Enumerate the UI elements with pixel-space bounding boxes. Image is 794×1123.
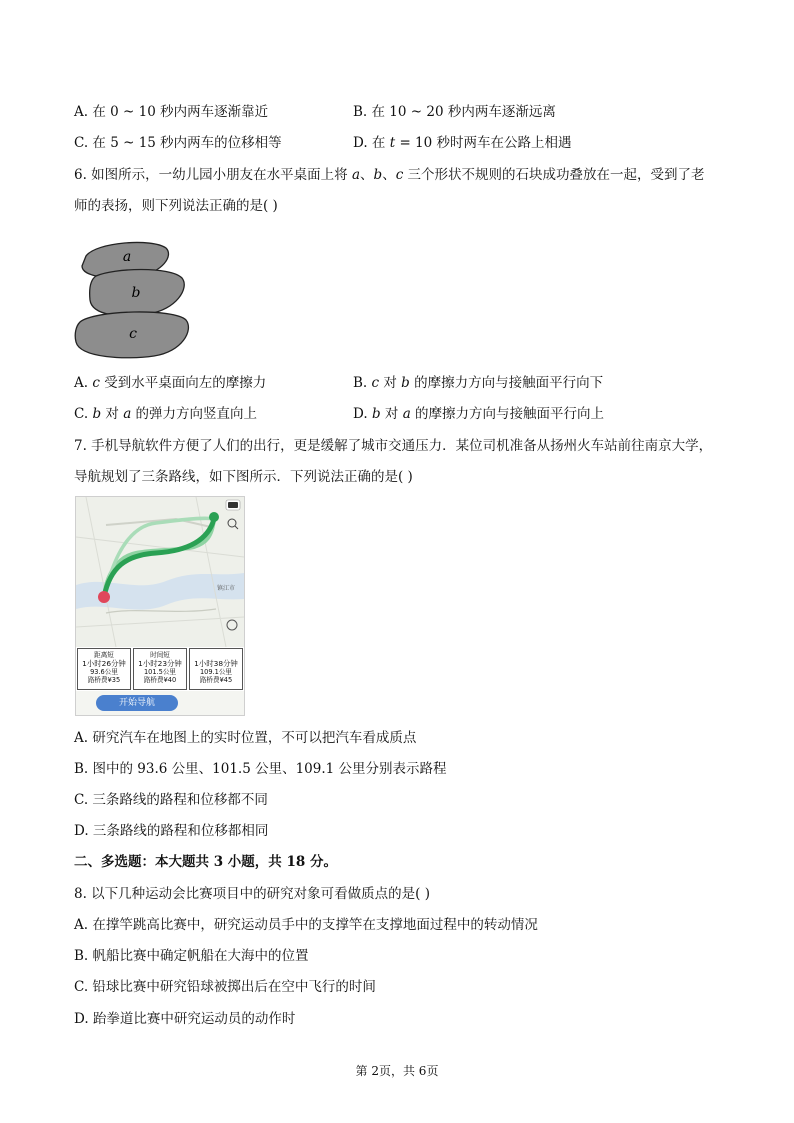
q7-stem-line2: 导航规划了三条路线，如下图所示．下列说法正确的是( ) xyxy=(74,469,413,485)
route-option-1-tag: 距离短 xyxy=(94,651,114,659)
q8-option-c: C. 铅球比赛中研究铅球被掷出后在空中飞行的时间 xyxy=(74,979,376,995)
q6-stem-line1: 6. 如图所示，一幼儿园小朋友在水平桌面上将 a、b、c 三个形状不规则的石块成功叠放在一起，受到了老 xyxy=(74,167,705,183)
q8-option-a: A. 在撑竿跳高比赛中，研究运动员手中的支撑竿在支撑地面过程中的转动情况 xyxy=(74,917,538,933)
q6-option-a: A. c 受到水平桌面向左的摩擦力 xyxy=(74,375,267,391)
section-heading-multiple-choice: 二、多选题：本大题共 3 小题，共 18 分。 xyxy=(74,854,337,870)
start-marker xyxy=(98,591,110,603)
page-footer: 第 2页，共 6页 xyxy=(355,1064,439,1078)
q5-option-d: D. 在 t = 10 秒时两车在公路上相遇 xyxy=(353,135,572,151)
q7-option-b: B. 图中的 93.6 公里、101.5 公里、109.1 公里分别表示路程 xyxy=(74,761,447,777)
q8-option-d: D. 跆拳道比赛中研究运动员的动作时 xyxy=(74,1011,296,1027)
map-canvas xyxy=(76,497,244,647)
q5-option-a: A. 在 0 ~ 10 秒内两车逐渐靠近 xyxy=(74,104,269,120)
navigation-map-screenshot xyxy=(75,496,245,716)
q8-option-b: B. 帆船比赛中确定帆船在大海中的位置 xyxy=(74,948,309,964)
start-navigation-button[interactable]: 开始导航 xyxy=(96,695,178,711)
route-option-3-distance: 109.1公里 xyxy=(199,668,233,676)
stone-c xyxy=(75,312,188,358)
stone-c-label: c xyxy=(129,326,137,342)
destination-marker xyxy=(209,512,219,522)
route-option-3[interactable] xyxy=(189,648,243,690)
route-option-1[interactable] xyxy=(77,648,131,690)
route-option-2-distance: 101.5公里 xyxy=(143,668,177,676)
route-option-2-tag: 时间短 xyxy=(150,651,170,659)
q7-option-a: A. 研究汽车在地图上的实时位置，不可以把汽车看成质点 xyxy=(74,730,417,746)
stone-a-label: a xyxy=(122,249,132,265)
q6-option-b: B. c 对 b 的摩擦力方向与接触面平行向下 xyxy=(353,375,604,391)
q6-option-d: D. b 对 a 的摩擦力方向与接触面平行向上 xyxy=(353,406,605,422)
q5-option-b: B. 在 10 ~ 20 秒内两车逐渐远离 xyxy=(353,104,556,120)
route-option-2-time: 1小时23分钟 xyxy=(138,659,182,668)
route-option-1-fee: 路桥费¥35 xyxy=(87,676,121,684)
q5-option-c: C. 在 5 ~ 15 秒内两车的位移相等 xyxy=(74,135,282,151)
q6-stem-line2: 师的表扬，则下列说法正确的是( ) xyxy=(74,198,278,214)
stacked-stones-figure xyxy=(70,236,194,366)
route-option-2-fee: 路桥费¥40 xyxy=(143,676,177,684)
route-option-1-time: 1小时26分钟 xyxy=(82,659,126,668)
map-toolbar-icon[interactable] xyxy=(228,502,238,508)
map-place-label: 镇江市 xyxy=(217,585,236,592)
route-option-2[interactable] xyxy=(133,648,187,690)
q7-stem-line1: 7. 手机导航软件方便了人们的出行，更是缓解了城市交通压力．某位司机准备从扬州火车站前往南京大学， xyxy=(74,438,713,454)
route-option-3-tag xyxy=(190,651,242,659)
route-option-1-distance: 93.6公里 xyxy=(90,668,118,676)
q7-option-c: C. 三条路线的路程和位移都不同 xyxy=(74,792,268,808)
route-option-3-time: 1小时38分钟 xyxy=(194,659,238,668)
stone-b xyxy=(90,270,185,316)
q8-stem: 8. 以下几种运动会比赛项目中的研究对象可看做质点的是( ) xyxy=(74,886,430,902)
route-option-3-fee: 路桥费¥45 xyxy=(199,676,233,684)
q6-option-c: C. b 对 a 的弹力方向竖直向上 xyxy=(74,406,258,422)
route-options-panel xyxy=(76,647,244,691)
q7-option-d: D. 三条路线的路程和位移都相同 xyxy=(74,823,269,839)
stone-b-label: b xyxy=(131,285,141,301)
